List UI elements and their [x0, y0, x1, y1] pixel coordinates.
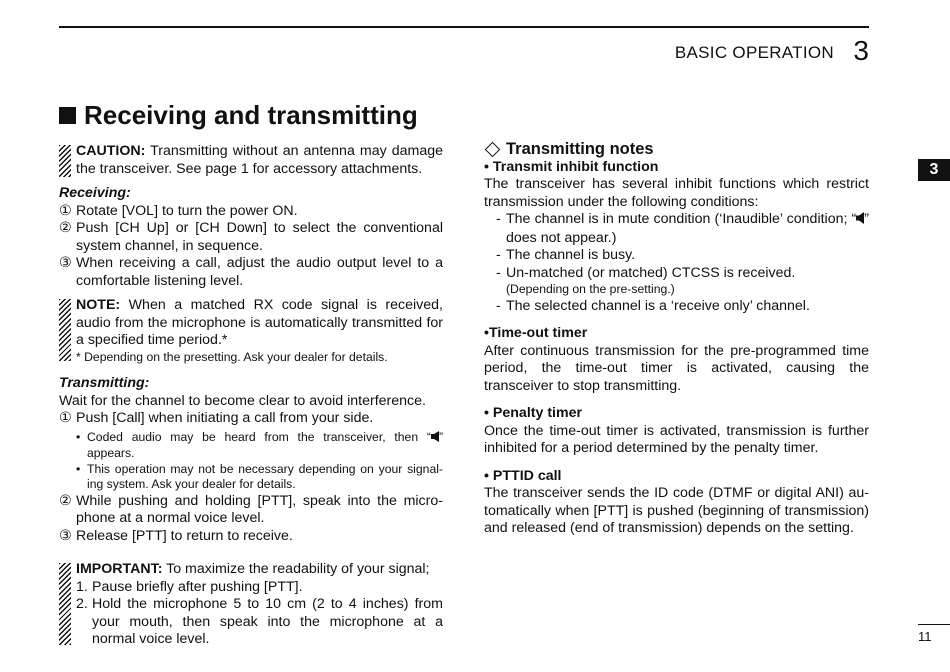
note-text: When a matched RX code signal is received, audio from the microphone is automatically transmitted for a specified time period.*: [76, 297, 443, 348]
page-title: [59, 100, 418, 131]
section-label: BASIC OPERATION: [674, 43, 834, 62]
transmitting-notes-title: Transmitting notes: [484, 141, 869, 159]
penalty-heading: • Penalty timer: [484, 405, 583, 421]
left-column: [59, 143, 443, 649]
receiving-step: ② Push [CH Up] or [CH Down] to select the conventional system channel, in sequence.: [59, 220, 443, 254]
caution-hatch-icon: [59, 299, 71, 361]
transmitting-step: ① Push [Call] when initiating a call from your side.: [59, 410, 374, 426]
transmitting-step: ③ Release [PTT] to return to receive.: [59, 527, 293, 544]
caution-label: CAUTION:: [76, 143, 146, 159]
page-title-text: Receiving and transmitting: [84, 100, 418, 130]
inhibit-condition: - The selected channel is a ‘receive only’ channel.: [496, 297, 810, 314]
inhibit-heading: • Transmit inhibit function: [484, 158, 659, 175]
caution-text: Transmitting without an antenna may damage the transceiver. See page 1 for accessory attachments.: [76, 143, 443, 177]
caution-hatch-icon: [59, 145, 71, 177]
pttid-heading: • PTTID call: [484, 467, 562, 484]
receiving-step: ① Rotate [VOL] to turn the power ON.: [59, 202, 298, 219]
important-block: [59, 561, 443, 649]
pttid-text: The transceiver sends the ID code (DTMF or digital ANI) au-tomatically when [PTT] is pushed (beginning of transmission) and released (end of transmission) depends on the setting.: [484, 485, 869, 536]
transmitting-step: ② While pushing and holding [PTT], speak into the micro-phone at a normal voice level.: [59, 492, 443, 526]
page-number-rule: [918, 624, 950, 625]
diamond-outline-icon: [485, 142, 501, 158]
inhibit-text: The transceiver has several inhibit functions which restrict transmission under the following conditions:: [484, 176, 869, 210]
important-text: To maximize the readability of your signal;: [162, 561, 430, 577]
important-label: IMPORTANT:: [76, 561, 163, 577]
receiving-heading: Receiving:: [59, 185, 131, 201]
inhibit-condition: - The channel is in mute condition (‘Inaudible’ condition; “ ” does not appear.): [496, 211, 869, 246]
inhibit-condition-note: (Depending on the pre-setting.): [506, 282, 675, 296]
top-rule: [59, 26, 869, 28]
receiving-step: ③ When receiving a call, adjust the audio output level to a comfortable listening level.: [59, 255, 443, 289]
note-footnote: * Depending on the presetting. Ask your dealer for details.: [76, 349, 388, 364]
caution-hatch-icon: [59, 563, 71, 645]
black-square-icon: [59, 107, 76, 124]
speaker-icon: [431, 431, 439, 447]
note-block: [59, 297, 443, 365]
timeout-heading: •Time-out timer: [484, 325, 588, 341]
note-label: NOTE:: [76, 297, 121, 313]
inhibit-condition: - Un-matched (or matched) CTCSS is received.: [496, 264, 796, 281]
penalty-text: Once the time-out timer is activated, transmission is further inhibited for a period determined by the penalty timer.: [484, 422, 869, 456]
important-item: 2. Hold the microphone 5 to 10 cm (2 to 4 inches) from your mouth, then speak into the microphone at a normal voice level.: [76, 596, 443, 647]
side-tab: 3: [918, 159, 950, 181]
receiving-steps: [59, 203, 443, 291]
inhibit-condition: - The channel is busy.: [496, 247, 636, 263]
right-column: [484, 141, 869, 538]
transmitting-heading: Transmitting:: [59, 375, 150, 391]
timeout-text: After continuous transmission for the pre-programmed time period, the time-out timer is activated, causing the transceiver to stop transmitting.: [484, 342, 869, 394]
chapter-number: 3: [853, 35, 869, 66]
transmitting-bullet: • Coded audio may be heard from the transceiver, then “ ” appears.: [76, 429, 443, 460]
transmitting-intro: Wait for the channel to become clear to avoid interference.: [59, 392, 426, 409]
important-item: 1. Pause briefly after pushing [PTT].: [76, 578, 303, 595]
transmitting-bullet: • This operation may not be necessary depending on your signal-ing system. Ask your dealer for details.: [76, 461, 443, 491]
caution-block: [59, 143, 443, 178]
page-number: 11: [918, 629, 932, 644]
